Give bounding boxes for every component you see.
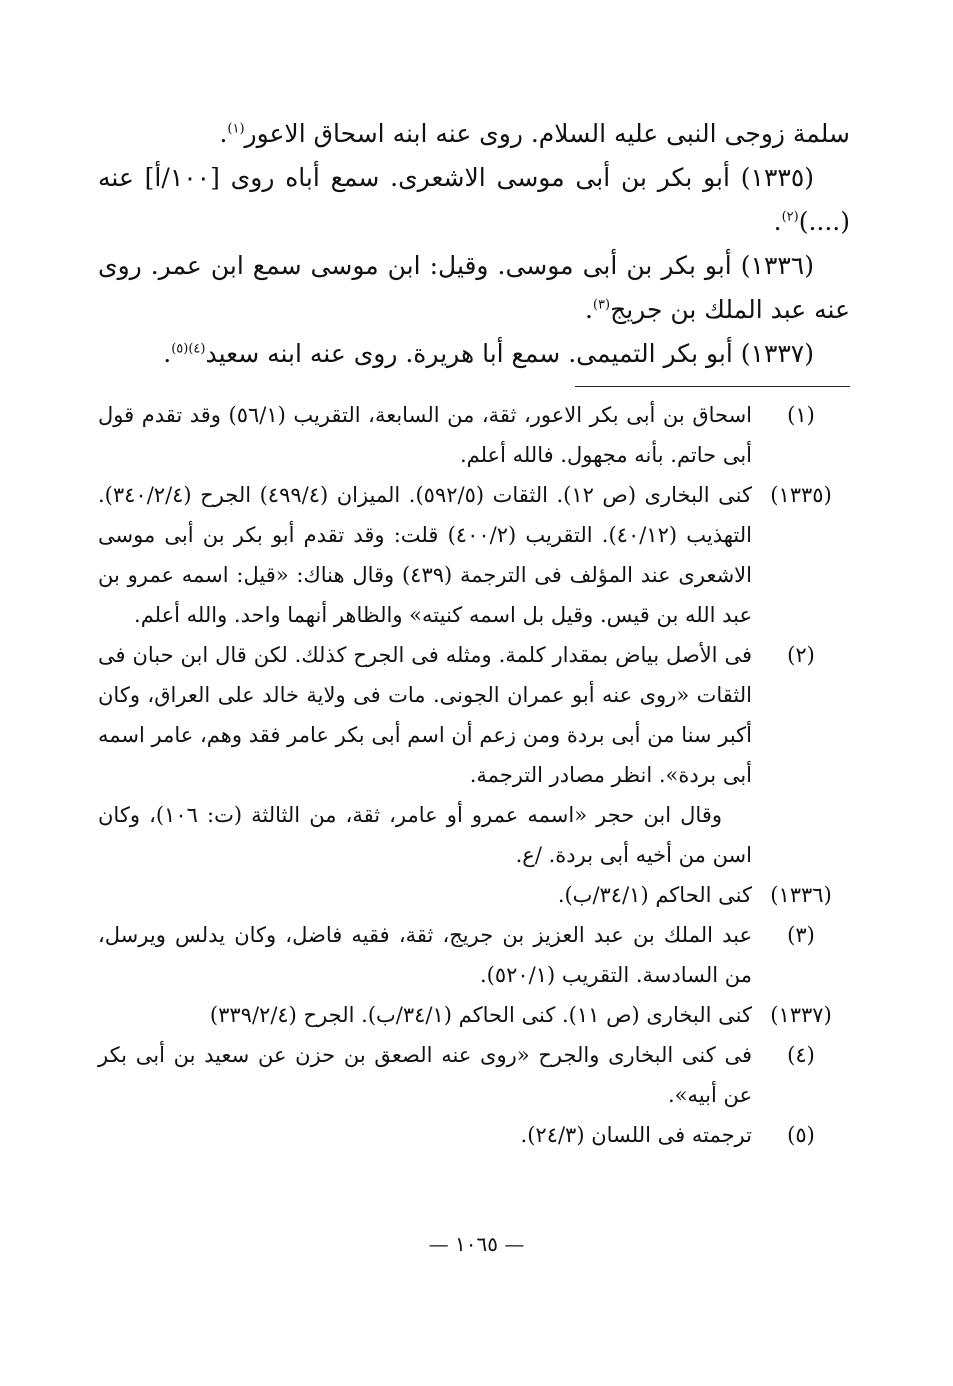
footnote-text: كنى البخارى (ص ١٢). الثقات (٥٩٢/٥). الميزان (٤٩٩/٤) الجرح (٣٤٠/٢/٤). التهذيب (٤٠/١٢). التقريب (٤٠٠/٢) قلت: وقد تقدم أبو بكر بن أبى موسى الاشعرى عند المؤلف فى الترجمة (٤٣٩) وقال هناك: «قيل: اسمه عمرو بن عبد الله بن قيس. وقيل بل اسمه كنيته» والظاهر أنهما واحد. والله أعلم. bbox=[98, 483, 752, 627]
footnote-1 bbox=[98, 395, 850, 475]
footnote-mark: (٣) bbox=[787, 923, 815, 947]
footnote-mark: (٥) bbox=[787, 1123, 815, 1147]
footnote-text: ترجمته فى اللسان (٢٤/٣). bbox=[520, 1123, 752, 1147]
footnote-5 bbox=[98, 1115, 850, 1155]
footnote-4 bbox=[98, 1035, 850, 1115]
footnote-2-continuation: وقال ابن حجر «اسمه عمرو أو عامر، ثقة، من الثالثة (ت: ١٠٦)، وكان اسن من أخيه أبى بردة. /ع. bbox=[98, 803, 752, 867]
footnote-1337 bbox=[98, 995, 850, 1035]
footnote-text: كنى البخارى (ص ١١). كنى الحاكم (٣٤/١/ب). الجرح (٣٣٩/٢/٤) bbox=[209, 1003, 752, 1027]
footnote-text: فى الأصل بياض بمقدار كلمة. ومثله فى الجرح كذلك. لكن قال ابن حبان فى الثقات «روى عنه أبو عمران الجونى. مات فى ولاية خالد على العراق، وكان أكبر سنا من أبى بردة ومن زعم أن اسم أبى بكر عامر فقد وهم، عامر اسمه أبى بردة». انظر مصادر الترجمة. bbox=[98, 643, 752, 787]
footnote-2 bbox=[98, 635, 850, 795]
entry-1335: (١٣٣٥) أبو بكر بن أبى موسى الاشعرى. سمع أباه روى [١٠٠/أ] عنه (....)$^{(٢)}$. bbox=[98, 163, 850, 236]
footnote-mark: (١٣٣٥) bbox=[770, 483, 832, 507]
footnote-divider bbox=[575, 386, 850, 387]
footnote-text: فى كنى البخارى والجرح «روى عنه الصعق بن حزن عن سعيد بن أبى بكر عن أبيه». bbox=[98, 1043, 752, 1107]
main-paragraph: سلمة زوجى النبى عليه السلام. روى عنه ابنه اسحاق الاعور$^{(١)}$. bbox=[219, 119, 850, 148]
entry-1337: (١٣٣٧) أبو بكر التميمى. سمع أبا هريرة. روى عنه ابنه سعيد$^{(٤)(٥)}$. bbox=[163, 339, 814, 368]
footnote-mark: (١٣٣٦) bbox=[770, 883, 832, 907]
page-body bbox=[98, 112, 850, 1155]
footnote-mark: (٢) bbox=[787, 643, 815, 667]
footnote-mark: (١٣٣٧) bbox=[770, 1003, 832, 1027]
footnote-mark: (٤) bbox=[787, 1043, 815, 1067]
footnote-text: كنى الحاكم (٣٤/١/ب). bbox=[557, 883, 752, 907]
footnotes bbox=[98, 395, 850, 1155]
footnote-3 bbox=[98, 915, 850, 995]
footnote-text: عبد الملك بن عبد العزيز بن جريج، ثقة، فقيه فاضل، وكان يدلس ويرسل، من السادسة. التقريب (٥٢٠/١). bbox=[98, 923, 752, 987]
footnote-text: اسحاق بن أبى بكر الاعور، ثقة، من السابعة، التقريب (٥٦/١) وقد تقدم قول أبى حاتم. بأنه مجهول. فالله أعلم. bbox=[98, 403, 752, 467]
main-text bbox=[98, 112, 850, 376]
footnote-mark: (١) bbox=[787, 403, 815, 427]
page-number: — ١٠٦٥ — bbox=[428, 1232, 525, 1256]
entry-1336: (١٣٣٦) أبو بكر بن أبى موسى. وقيل: ابن موسى سمع ابن عمر. روى عنه عبد الملك بن جريج$^{(٣)}$. bbox=[98, 251, 850, 324]
footnote-1336 bbox=[98, 875, 850, 915]
footnote-1335 bbox=[98, 475, 850, 635]
